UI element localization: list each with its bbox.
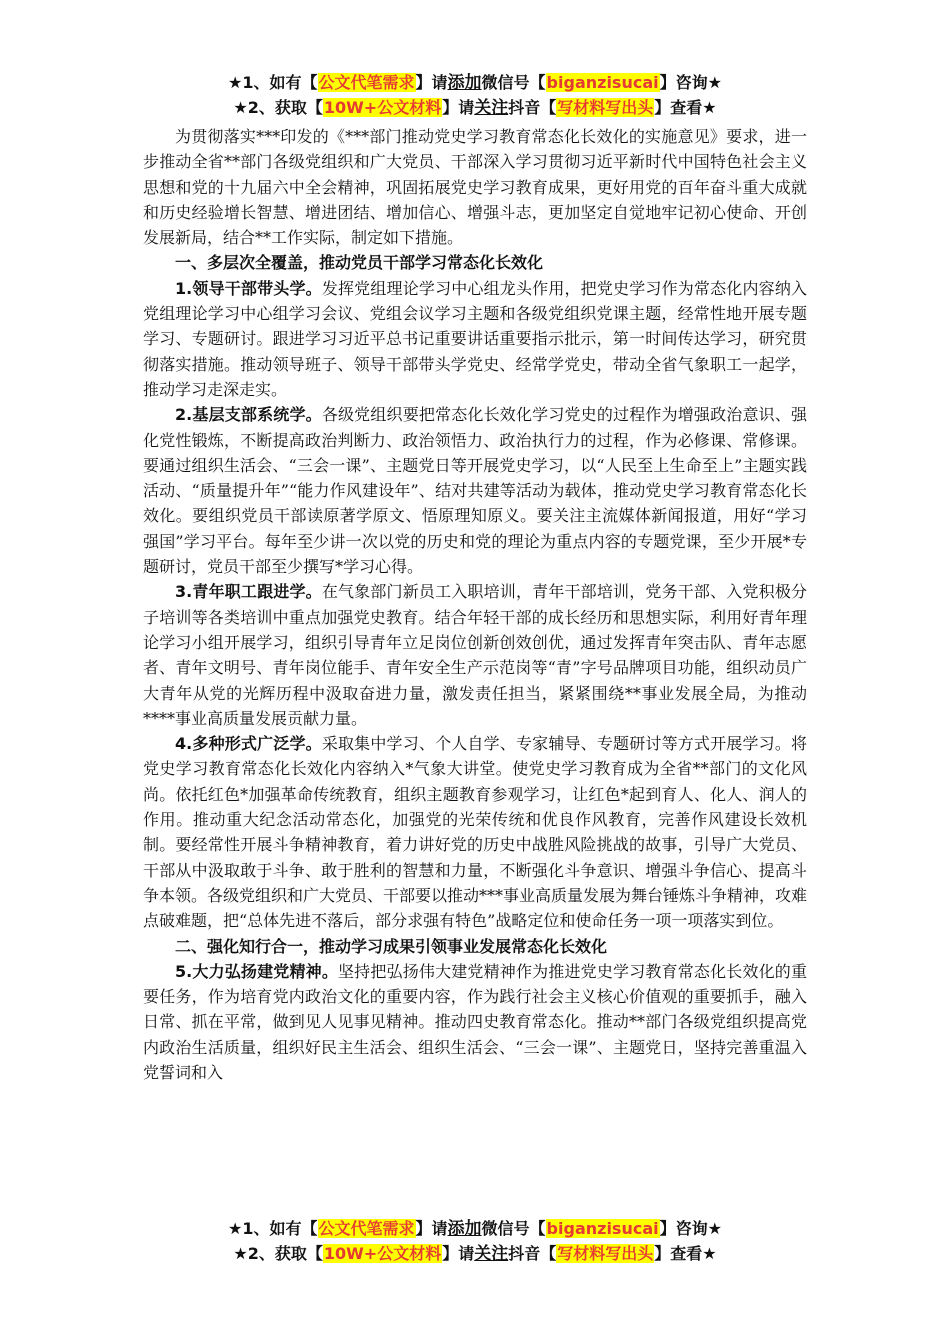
- highlight-douyin-id: 写材料写出头: [557, 1244, 654, 1263]
- document-body: [143, 124, 807, 1085]
- item-paragraph-5: 5.大力弘扬建党精神。坚持把弘扬伟大建党精神作为推进党史学习教育常态化长效化的重要任务，作为培育党内政治文化的重要内容，作为践行社会主义核心价值观的重要抓手，融入日常、抓在平常，做到见人见事见精神。推动四史教育常态化。推动**部门各级党组织提高党内政治生活质量，组织好民主生活会、组织生活会、“三会一课”、主题党日，坚持完善重温入党誓词和入: [143, 961, 807, 1082]
- section-heading-1: 一、多层次全覆盖，推动党员干部学习常态化长效化: [175, 253, 544, 273]
- highlight-wechat-id: biganzisucai: [546, 73, 659, 92]
- promo-bottom-line-1: ★1、如有【公文代笔需求】请添加微信号【biganzisucai】咨询★: [228, 1219, 722, 1239]
- promo-top-line-2: ★2、获取【10W+公文材料】请关注抖音【写材料写出头】查看★: [233, 98, 717, 118]
- highlight-materials: 10W+公文材料: [323, 98, 442, 117]
- highlight-materials: 10W+公文材料: [323, 1244, 442, 1263]
- highlight-douyin-id: 写材料写出头: [557, 98, 654, 117]
- promo-top-line-1: ★1、如有【公文代笔需求】请添加微信号【biganzisucai】咨询★: [228, 73, 722, 93]
- highlight-service: 公文代笔需求: [318, 1219, 415, 1238]
- item-paragraph-1: 1.领导干部带头学。发挥党组理论学习中心组龙头作用，把党史学习作为常态化内容纳入党组理论学习中心组学习会议、党组会议学习主题和各级党组织党课主题，经常性地开展专题学习、专题研讨。跟进学习习近平总书记重要讲话重要指示批示，第一时间传达学习，研究贯彻落实措施。推动领导班子、领导干部带头学党史、经常学党史，带动全省气象职工一起学，推动学习走深走实。: [143, 278, 807, 399]
- item-paragraph-2: 2.基层支部系统学。各级党组织要把常态化长效化学习党史的过程作为增强政治意识、强化党性锻炼，不断提高政治判断力、政治领悟力、政治执行力的过程，作为必修课、常修课。要通过组织生活会、“三会一课”、主题党日等开展党史学习，以“人民至上生命至上”主题实践活动、“质量提升年”“能力作风建设年”、结对共建等活动为载体，推动党史学习教育常态化长效化。要组织党员干部读原著学原文、悟原理知原义。要关注主流媒体新闻报道，用好“学习强国”学习平台。每年至少讲一次以党的历史和党的理论为重点内容的专题党课，至少开展*专题研讨，党员干部至少撰写*学习心得。: [143, 405, 807, 577]
- item-paragraph-3: 3.青年职工跟进学。在气象部门新员工入职培训，青年干部培训，党务干部、入党积极分子培训等各类培训中重点加强党史教育。结合年轻干部的成长经历和思想实际，利用好青年理论学习小组开展学习，组织引导青年立足岗位创新创效创优，通过发挥青年突击队、青年志愿者、青年文明号、青年岗位能手、青年安全生产示范岗等“青”字号品牌项目功能，组织动员广大青年从党的光辉历程中汲取奋进力量，激发责任担当，紧紧围绕**事业发展全局，为推动****事业高质量发展贡献力量。: [143, 582, 807, 728]
- highlight-wechat-id: biganzisucai: [546, 1219, 659, 1238]
- item-paragraph-4: 4.多种形式广泛学。采取集中学习、个人自学、专家辅导、专题研讨等方式开展学习。将党史学习教育常态化长效化内容纳入*气象大讲堂。使党史学习教育成为全省**部门的文化风尚。依托红色*加强革命传统教育，组织主题教育参观学习，让红色*起到育人、化人、润人的作用。推动重大纪念活动常态化，加强党的光荣传统和优良作风教育，完善作风建设长效机制。要经常性开展斗争精神教育，着力讲好党的历史中战胜风险挑战的故事，引导广大党员、干部从中汲取敢于斗争、敢于胜利的智慧和力量，不断强化斗争意识、增强斗争信心、提高斗争本领。各级党组织和广大党员、干部要以推动***事业高质量发展为舞台锤炼斗争精神，攻难点破难题，把“总体先进不落后，部分求强有特色”战略定位和使命任务一项一项落实到位。: [143, 734, 808, 931]
- promo-bottom-line-2: ★2、获取【10W+公文材料】请关注抖音【写材料写出头】查看★: [233, 1244, 717, 1264]
- highlight-service: 公文代笔需求: [318, 73, 415, 92]
- intro-paragraph: 为贯彻落实***印发的《***部门推动党史学习教育常态化长效化的实施意见》要求，进一步推动全省**部门各级党组织和广大党员、干部深入学习贯彻习近平新时代中国特色社会主义思想和党的十九届六中全会精神，巩固拓展党史学习教育成果，更好用党的百年奋斗重大成就和历史经验增长智慧、增进团结、增加信心、增强斗志，更加坚定自觉地牢记初心使命、开创发展新局，结合**工作实际，制定如下措施。: [143, 127, 807, 248]
- section-heading-2: 二、强化知行合一，推动学习成果引领事业发展常态化长效化: [175, 936, 608, 956]
